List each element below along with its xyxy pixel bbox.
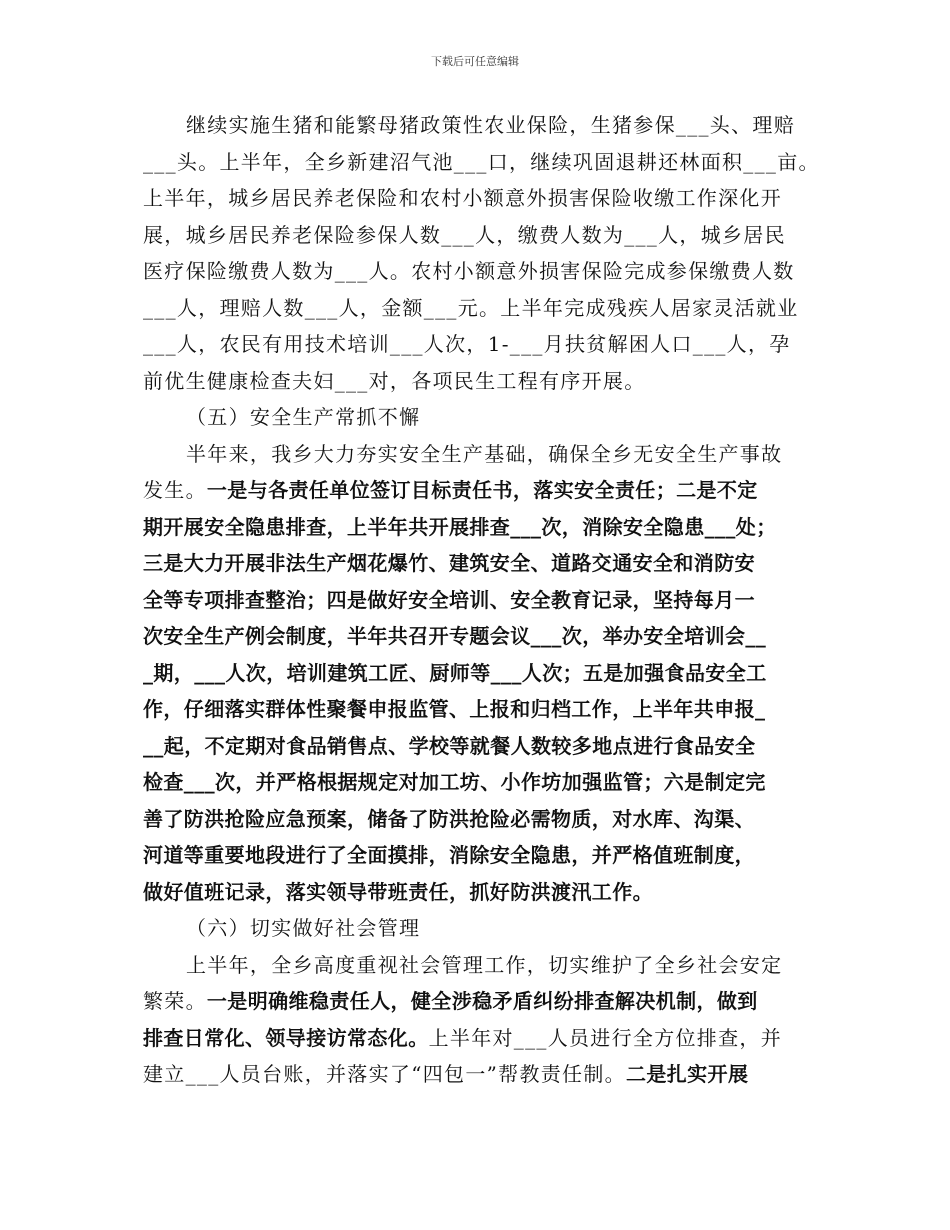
paragraph-livelihood xyxy=(143,107,820,399)
page-header: 下载后可任意编辑 xyxy=(431,55,519,68)
text-line: ___人，理赔人数___人，金额___元。上半年完成残疾人居家灵活就业 xyxy=(143,295,799,320)
section-heading-safety: （五）安全生产常抓不懈 xyxy=(186,405,421,429)
text-line: 三是大力开展非法生产烟花爆竹、建筑安全、道路交通安全和消防安 xyxy=(143,551,755,575)
text-line: 上半年，城乡居民养老保险和农村小额意外损害保险收缴工作深化开 xyxy=(143,186,782,210)
section-heading-social: （六）切实做好社会管理 xyxy=(186,916,421,940)
text-line: 善了防洪抢险应急预案，储备了防洪抢险必需物质，对水库、沟渠、 xyxy=(143,806,755,831)
text-line xyxy=(143,1056,810,1093)
text-line xyxy=(143,983,810,1020)
text-normal: 繁荣。 xyxy=(143,989,207,1013)
text-bold: 排查日常化、领导接访常态化。 xyxy=(143,1025,429,1050)
text-bold: 一是明确维稳责任人，健全涉稳矛盾纠纷排查解决机制，做到 xyxy=(206,989,758,1013)
text-bold: 一是与各责任单位签订目标责任书，落实安全责任；二是不定 xyxy=(206,478,758,502)
text-line: _期，___人次，培训建筑工匠、厨师等___人次；五是加强食品安全工 xyxy=(143,660,767,685)
document-body xyxy=(143,107,820,1093)
text-line: 河道等重要地段进行了全面摸排，消除安全隐患，并严格值班制度， xyxy=(143,843,755,867)
text-bold: 二是扎实开展 xyxy=(625,1062,749,1086)
text-line: 上半年，全乡高度重视社会管理工作，切实维护了全乡社会安定 xyxy=(186,952,783,977)
text-line xyxy=(143,1020,810,1057)
text-line: __起，不定期对食品销售点、学校等就餐人数较多地点进行食品安全 xyxy=(143,733,756,758)
text-line: ___人，农民有用技术培训___人次，1-___月扶贫解困人口___人，孕 xyxy=(143,332,791,356)
paragraph-safety xyxy=(143,436,810,911)
text-line: 检查___次，并严格根据规定对加工坊、小作坊加强监管；六是制定完 xyxy=(143,770,766,794)
text-normal: 上半年对___人员进行全方位排查，并 xyxy=(428,1025,783,1050)
text-line: 前优生健康检查夫妇___对，各项民生工程有序开展。 xyxy=(143,368,646,393)
paragraph-social xyxy=(143,947,810,1093)
text-line xyxy=(143,472,810,509)
text-line: 继续实施生猪和能繁母猪政策性农业保险，生猪参保___头、理赔 xyxy=(186,113,795,137)
text-line: 次安全生产例会制度，半年共召开专题会议___次，举办安全培训会__ xyxy=(143,624,767,648)
text-line: 期开展安全隐患排查，上半年共开展排查___次，消除安全隐患___处； xyxy=(143,514,777,539)
text-line: 半年来，我乡大力夯实安全生产基础，确保全乡无安全生产事故 xyxy=(186,441,783,466)
text-line: ___头。上半年，全乡新建沼气池___口，继续巩固退耕还林面积___亩。 xyxy=(143,149,820,174)
text-line: 全等专项排查整治；四是做好安全培训、安全教育记录，坚持每月一 xyxy=(143,587,755,612)
text-normal: 建立___人员台账，并落实了“四包一”帮教责任制。 xyxy=(143,1062,626,1086)
text-line: 展，城乡居民养老保险参保人数___人，缴费人数为___人，城乡居民 xyxy=(143,222,786,247)
text-line: 医疗保险缴费人数为___人。农村小额意外损害保险完成参保缴费人数 xyxy=(143,259,795,283)
text-normal: 发生。 xyxy=(143,478,207,502)
text-line: 做好值班记录，落实领导带班责任，抓好防洪渡汛工作。 xyxy=(143,879,653,904)
text-line: 作，仔细落实群体性聚餐申报监管、上报和归档工作，上半年共申报_ xyxy=(143,697,766,721)
